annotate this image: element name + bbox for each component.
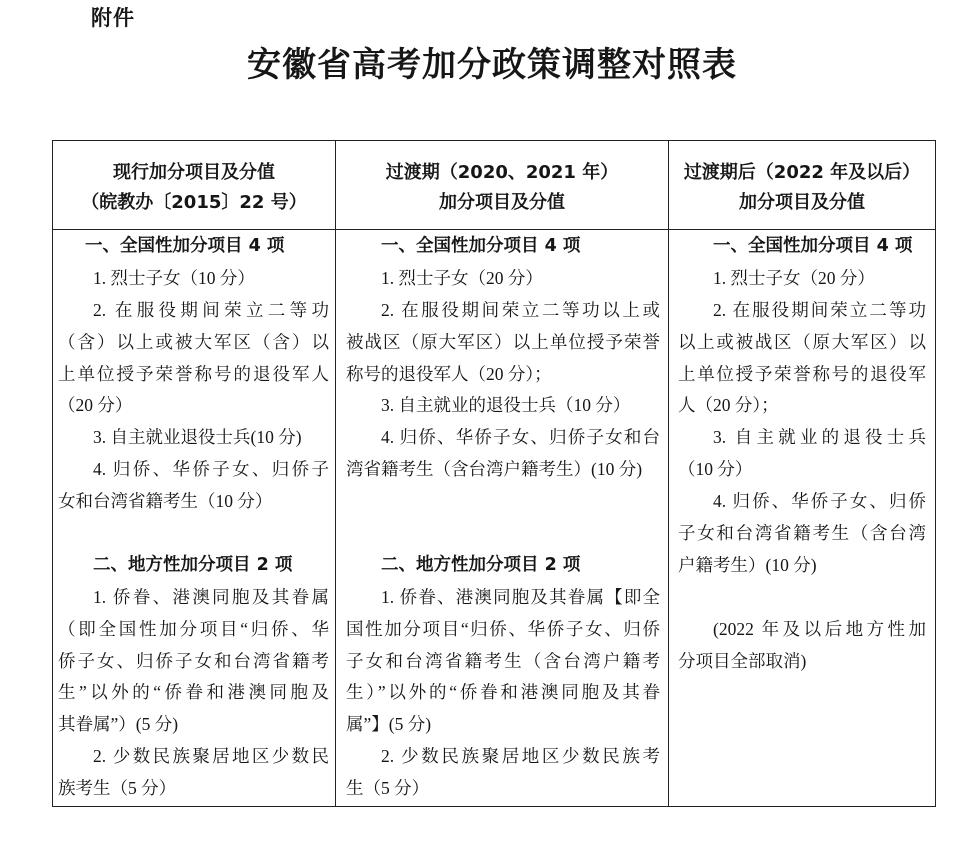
transition-national-heading: 一、全国性加分项目 4 项 [381,236,581,256]
comparison-table [52,140,936,807]
blank-line [346,518,660,550]
after-note-line-1: (2022 年及以后地方性加 [713,618,926,639]
header-transition-period [336,141,669,230]
after-national-item-3-line-1: 3. 自主就业的退役士兵 [713,427,926,448]
transition-local-item-1-line-4: 生）”以外的“侨眷和港澳同胞及其眷 [346,682,660,703]
after-national-item-2-line-2: 以上或被战区（原大军区）以 [678,331,926,352]
after-national-item-4-line-3: 户籍考生）(10 分) [678,554,817,575]
transition-local-item-1-line-5: 属”】(5 分) [346,714,432,735]
current-national-item-4-line-2: 女和台湾省籍考生（10 分） [58,491,273,512]
blank-line [678,582,926,614]
current-national-item-1-line-1: 1. 烈士子女（10 分） [93,267,255,288]
current-local-item-2-line-2: 族考生（5 分） [58,778,177,799]
current-local-item-1-line-1: 1. 侨眷、港澳同胞及其眷属 [93,586,329,607]
blank-line [346,486,660,518]
table-body-row [53,230,936,807]
transition-local-item-1-line-3: 子女和台湾省籍考生（含台湾户籍考 [346,650,660,671]
current-local-item-1-line-3: 侨子女、归侨子女和台湾省籍考 [58,650,329,671]
after-national-item-3-line-2: （10 分） [678,459,753,480]
after-national-item-4-line-1: 4. 归侨、华侨子女、归侨 [713,491,926,512]
after-national-item-2-line-3: 上单位授予荣誉称号的退役军 [678,363,926,384]
current-local-item-1-line-5: 其眷属”）(5 分) [58,714,179,735]
after-national-heading: 一、全国性加分项目 4 项 [713,236,913,256]
transition-national-item-4-line-1: 4. 归侨、华侨子女、归侨子女和台 [381,427,660,448]
current-national-item-4-line-1: 4. 归侨、华侨子女、归侨子 [93,459,329,480]
header-after-line-2: 加分项目及分值 [739,192,865,213]
after-national-item-2-line-1: 2. 在服役期间荣立二等功 [713,299,926,320]
after-national-item-4-line-2: 子女和台湾省籍考生（含台湾 [678,523,926,544]
current-national-item-3-line-1: 3. 自主就业退役士兵(10 分) [93,427,302,448]
current-national-item-2-line-1: 2. 在服役期间荣立二等功 [93,299,329,320]
transition-national-item-2-line-3: 称号的退役军人（20 分）； [346,363,552,384]
header-transition-line-1: 过渡期（2020、2021 年） [385,162,619,183]
transition-local-item-2-line-2: 生（5 分） [346,778,430,799]
current-national-item-2-line-3: 上单位授予荣誉称号的退役军人 [58,363,329,384]
after-national-item-1-line-1: 1. 烈士子女（20 分） [713,267,875,288]
current-local-item-1-line-4: 生”以外的“侨眷和港澳同胞及 [58,682,329,703]
transition-national-item-2-line-2: 被战区（原大军区）以上单位授予荣誉 [346,331,660,352]
current-national-item-2-line-4: （20 分） [58,395,133,416]
after-note-line-2: 分项目全部取消) [678,650,807,671]
transition-national-item-4-line-2: 湾省籍考生（含台湾户籍考生）(10 分) [346,459,643,480]
cell-current-policy [53,230,336,807]
current-local-item-1-line-2: （即全国性加分项目“归侨、华 [58,618,329,639]
header-after-line-1: 过渡期后（2022 年及以后） [683,162,921,183]
header-current-line-2: （皖教办〔2015〕22 号） [81,192,307,213]
current-local-item-2-line-1: 2. 少数民族聚居地区少数民 [93,746,329,767]
header-current-policy [53,141,336,230]
transition-local-item-1-line-1: 1. 侨眷、港澳同胞及其眷属【即全 [381,586,660,607]
after-national-item-2-line-4: 人（20 分）； [678,395,779,416]
header-after-transition [669,141,936,230]
attachment-label: 附件 [91,6,135,30]
transition-national-item-1-line-1: 1. 烈士子女（20 分） [381,267,543,288]
current-national-heading: 一、全国性加分项目 4 项 [85,236,285,256]
table-header-row [53,141,936,230]
current-national-item-2-line-2: （含）以上或被大军区（含）以 [58,331,329,352]
cell-after-transition [669,230,936,807]
transition-national-item-2-line-1: 2. 在服役期间荣立二等功以上或 [381,299,660,320]
header-transition-line-2: 加分项目及分值 [439,192,565,213]
transition-local-item-2-line-1: 2. 少数民族聚居地区少数民族考 [381,746,660,767]
transition-national-item-3-line-1: 3. 自主就业的退役士兵（10 分） [381,395,631,416]
transition-local-item-1-line-2: 国性加分项目“归侨、华侨子女、归侨 [346,618,660,639]
cell-transition-period [336,230,669,807]
header-current-line-1: 现行加分项目及分值 [113,162,275,183]
current-local-heading: 二、地方性加分项目 2 项 [93,554,293,575]
page-title: 安徽省高考加分政策调整对照表 [247,45,737,85]
blank-line [58,518,329,550]
transition-local-heading: 二、地方性加分项目 2 项 [381,554,581,575]
